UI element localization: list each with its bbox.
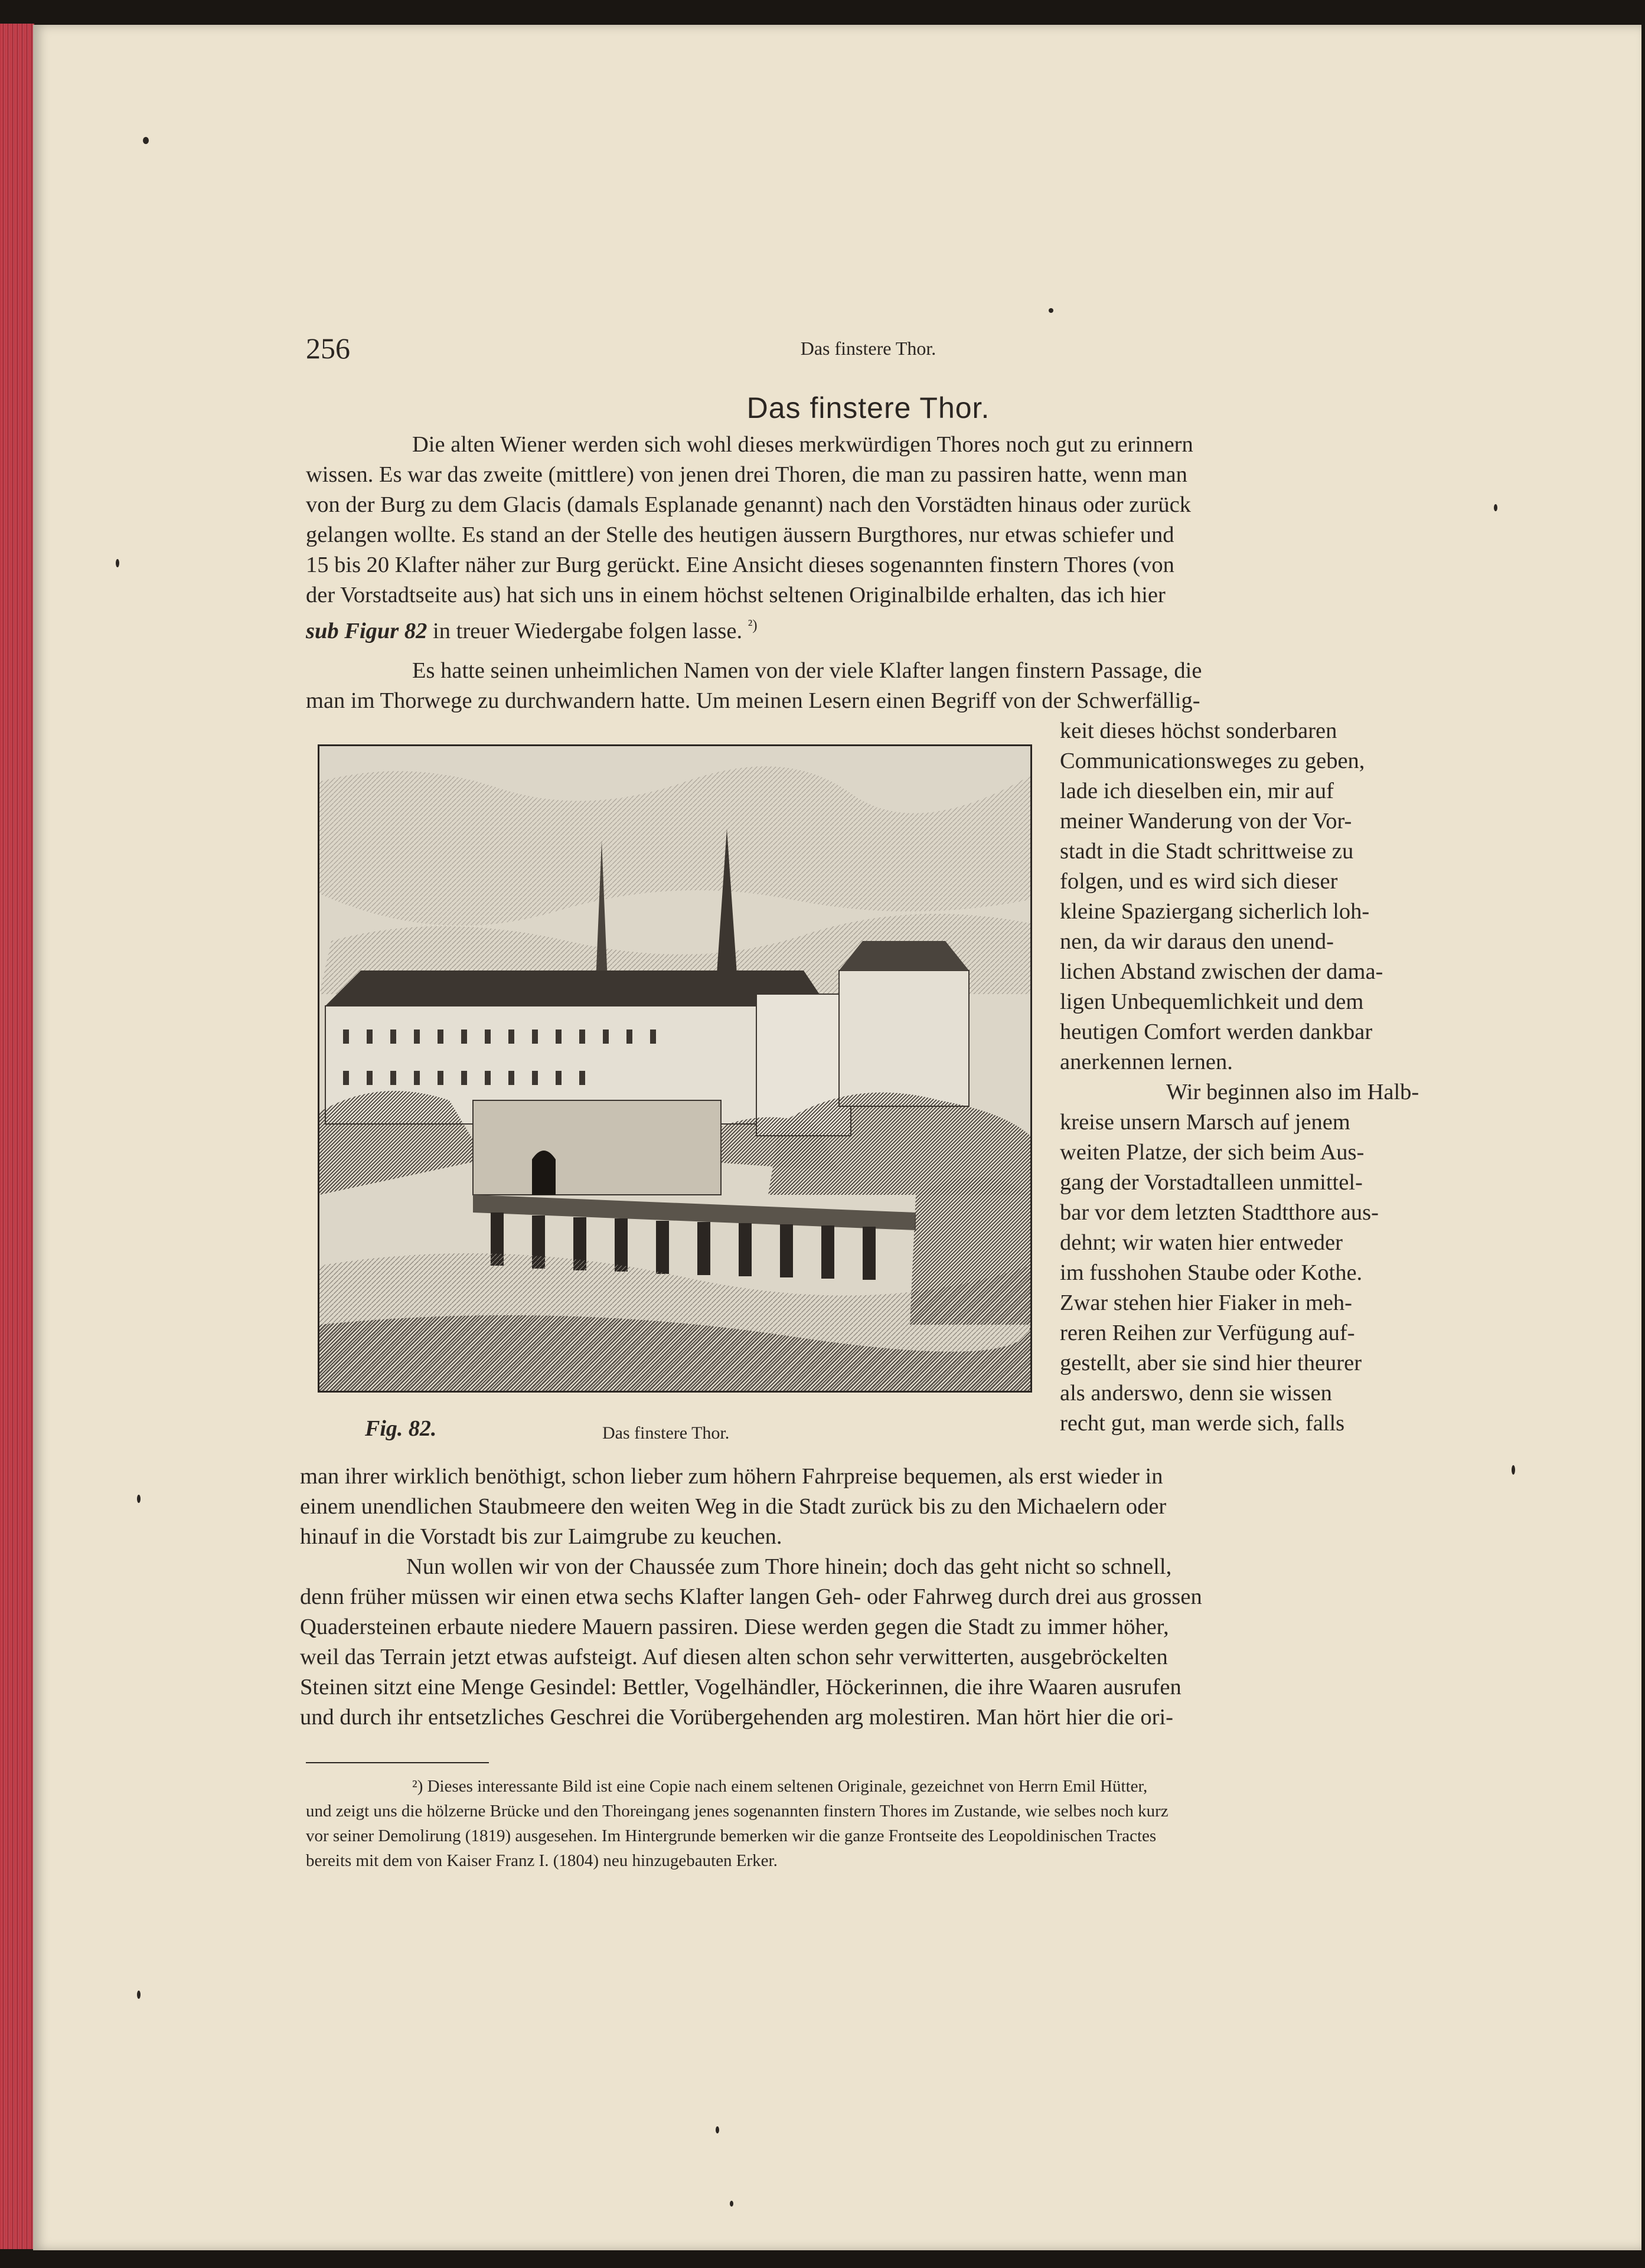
text-line: der Vorstadtseite aus) hat sich uns in einem höchst seltenen Originalbilde erhalten, das ich hier: [306, 583, 1166, 607]
text-line: kreise unsern Marsch auf jenem: [1060, 1110, 1350, 1135]
footnote: [306, 1774, 1431, 1873]
text-line: von der Burg zu dem Glacis (damals Esplanade genannt) nach den Vorstädten hinaus oder zurück: [306, 492, 1191, 517]
text-line: dehnt; wir waten hier entweder: [1060, 1230, 1343, 1255]
ink-speck: [137, 1495, 141, 1503]
figure-reference: sub Figur 82: [306, 618, 427, 643]
text-line: Communicationsweges zu geben,: [1060, 749, 1365, 773]
text-line: man ihrer wirklich benöthigt, schon lieber zum höhern Fahrpreise bequemen, als erst wieder in: [300, 1464, 1163, 1489]
ink-speck: [1049, 308, 1053, 313]
text-line: lade ich dieselben ein, mir auf: [1060, 779, 1334, 803]
text-line: reren Reihen zur Verfügung auf-: [1060, 1321, 1355, 1345]
text-line: meiner Wanderung von der Vor-: [1060, 809, 1352, 834]
figure-caption: Das finstere Thor.: [602, 1423, 730, 1443]
text-line: kleine Spaziergang sicherlich loh-: [1060, 899, 1370, 924]
ink-speck: [116, 559, 119, 567]
paragraph-1: [306, 430, 1431, 646]
text-line: im fusshohen Staube oder Kothe.: [1060, 1260, 1363, 1285]
paragraph-2: [306, 656, 1431, 716]
figure-label: Fig. 82.: [365, 1416, 437, 1441]
text-line: recht gut, man werde sich, falls: [1060, 1411, 1345, 1436]
ink-speck: [716, 2126, 719, 2133]
text-line: gestellt, aber sie sind hier theurer: [1060, 1351, 1362, 1375]
text-line: und durch ihr entsetzliches Geschrei die Vorübergehenden arg molestiren. Man hört hier die ori-: [300, 1705, 1173, 1730]
text-line: ligen Unbequemlichkeit und dem: [1060, 989, 1364, 1014]
page-number: 256: [306, 332, 350, 365]
text-line: nen, da wir daraus den unend-: [1060, 929, 1334, 954]
text-line: weiten Platze, der sich beim Aus-: [1060, 1140, 1365, 1165]
text-line: Die alten Wiener werden sich wohl dieses merkwürdigen Thores noch gut zu erinnern: [412, 432, 1193, 457]
text-run: in treuer Wiedergabe folgen lasse.: [427, 618, 743, 643]
text-line: Wir beginnen also im Halb-: [1166, 1080, 1419, 1104]
text-line: Steinen sitzt eine Menge Gesindel: Bettler, Vogelhändler, Höckerinnen, die ihre Waaren ausrufen: [300, 1675, 1181, 1700]
footnote-line: und zeigt uns die hölzerne Brücke und den Thoreingang jenes sogenannten finstern Thores im Zustande, wie selbes noch kurz: [306, 1802, 1169, 1821]
running-head: Das finstere Thor.: [800, 338, 936, 359]
text-line: gang der Vorstadtalleen unmittel-: [1060, 1170, 1363, 1195]
chapter-title: Das finstere Thor.: [746, 391, 990, 424]
figure-illustration: [318, 744, 1032, 1393]
paragraph-3-4: [300, 1462, 1431, 1733]
ink-speck: [1512, 1465, 1515, 1475]
text-line: folgen, und es wird sich dieser: [1060, 869, 1338, 894]
page-header: [306, 331, 1431, 366]
text-line: wissen. Es war das zweite (mittlere) von jenen drei Thoren, die man zu passiren hatte, wenn man: [306, 462, 1187, 487]
text-line: weil das Terrain jetzt etwas aufsteigt. Auf diesen alten schon sehr verwitterten, ausgebröckelten: [300, 1645, 1168, 1669]
ink-speck: [143, 137, 149, 144]
text-line: Zwar stehen hier Fiaker in meh-: [1060, 1290, 1352, 1315]
text-line: hinauf in die Vorstadt bis zur Laimgrube zu keuchen.: [300, 1524, 782, 1549]
text-line: Es hatte seinen unheimlichen Namen von der viele Klafter langen finstern Passage, die: [412, 658, 1202, 683]
text-line: Nun wollen wir von der Chaussée zum Thore hinein; doch das geht nicht so schnell,: [406, 1554, 1172, 1579]
text-line: stadt in die Stadt schrittweise zu: [1060, 839, 1354, 864]
footnote-marker: ²): [412, 1777, 423, 1796]
text-line: Quadersteinen erbaute niedere Mauern passiren. Diese werden gegen die Stadt zu immer höher,: [300, 1615, 1169, 1639]
footnote-marker: ²): [748, 617, 758, 633]
text-line: denn früher müssen wir einen etwa sechs Klafter langen Geh- oder Fahrweg durch drei aus grossen: [300, 1584, 1202, 1609]
footnote-line: Dieses interessante Bild ist eine Copie nach einem seltenen Originale, gezeichnet von Herrn Emil Hütter,: [427, 1777, 1148, 1796]
ink-speck: [137, 1991, 141, 1999]
footnote-line: bereits mit dem von Kaiser Franz I. (1804) neu hinzugebauten Erker.: [306, 1851, 778, 1870]
ink-speck: [730, 2201, 733, 2207]
text-line: keit dieses höchst sonderbaren: [1060, 718, 1337, 743]
side-column-text: [1060, 716, 1431, 1439]
text-line: bar vor dem letzten Stadtthore aus-: [1060, 1200, 1379, 1225]
text-line: lichen Abstand zwischen der dama-: [1060, 959, 1383, 984]
text-line: gelangen wollte. Es stand an der Stelle des heutigen äussern Burgthores, nur etwas schiefer und: [306, 522, 1174, 547]
engraving-image: [319, 746, 1030, 1391]
footnote-divider: [306, 1762, 489, 1763]
text-line: man im Thorwege zu durchwandern hatte. Um meinen Lesern einen Begriff von der Schwerfällig-: [306, 688, 1200, 713]
book-page-edge: [0, 24, 34, 2249]
text-line: 15 bis 20 Klafter näher zur Burg gerückt. Eine Ansicht dieses sogenannten finstern Thores (von: [306, 553, 1174, 577]
text-line: heutigen Comfort werden dankbar: [1060, 1019, 1373, 1044]
text-line: [306, 610, 1431, 646]
text-line: einem unendlichen Staubmeere den weiten Weg in die Stadt zurück bis zu den Michaelern oder: [300, 1494, 1167, 1519]
footnote-line: vor seiner Demolirung (1819) ausgesehen. Im Hintergrunde bemerken wir die ganze Frontseite des Leopoldinischen Tractes: [306, 1826, 1157, 1845]
text-line: anerkennen lernen.: [1060, 1050, 1233, 1074]
text-line: als anderswo, denn sie wissen: [1060, 1381, 1332, 1406]
ink-speck: [1494, 504, 1497, 511]
